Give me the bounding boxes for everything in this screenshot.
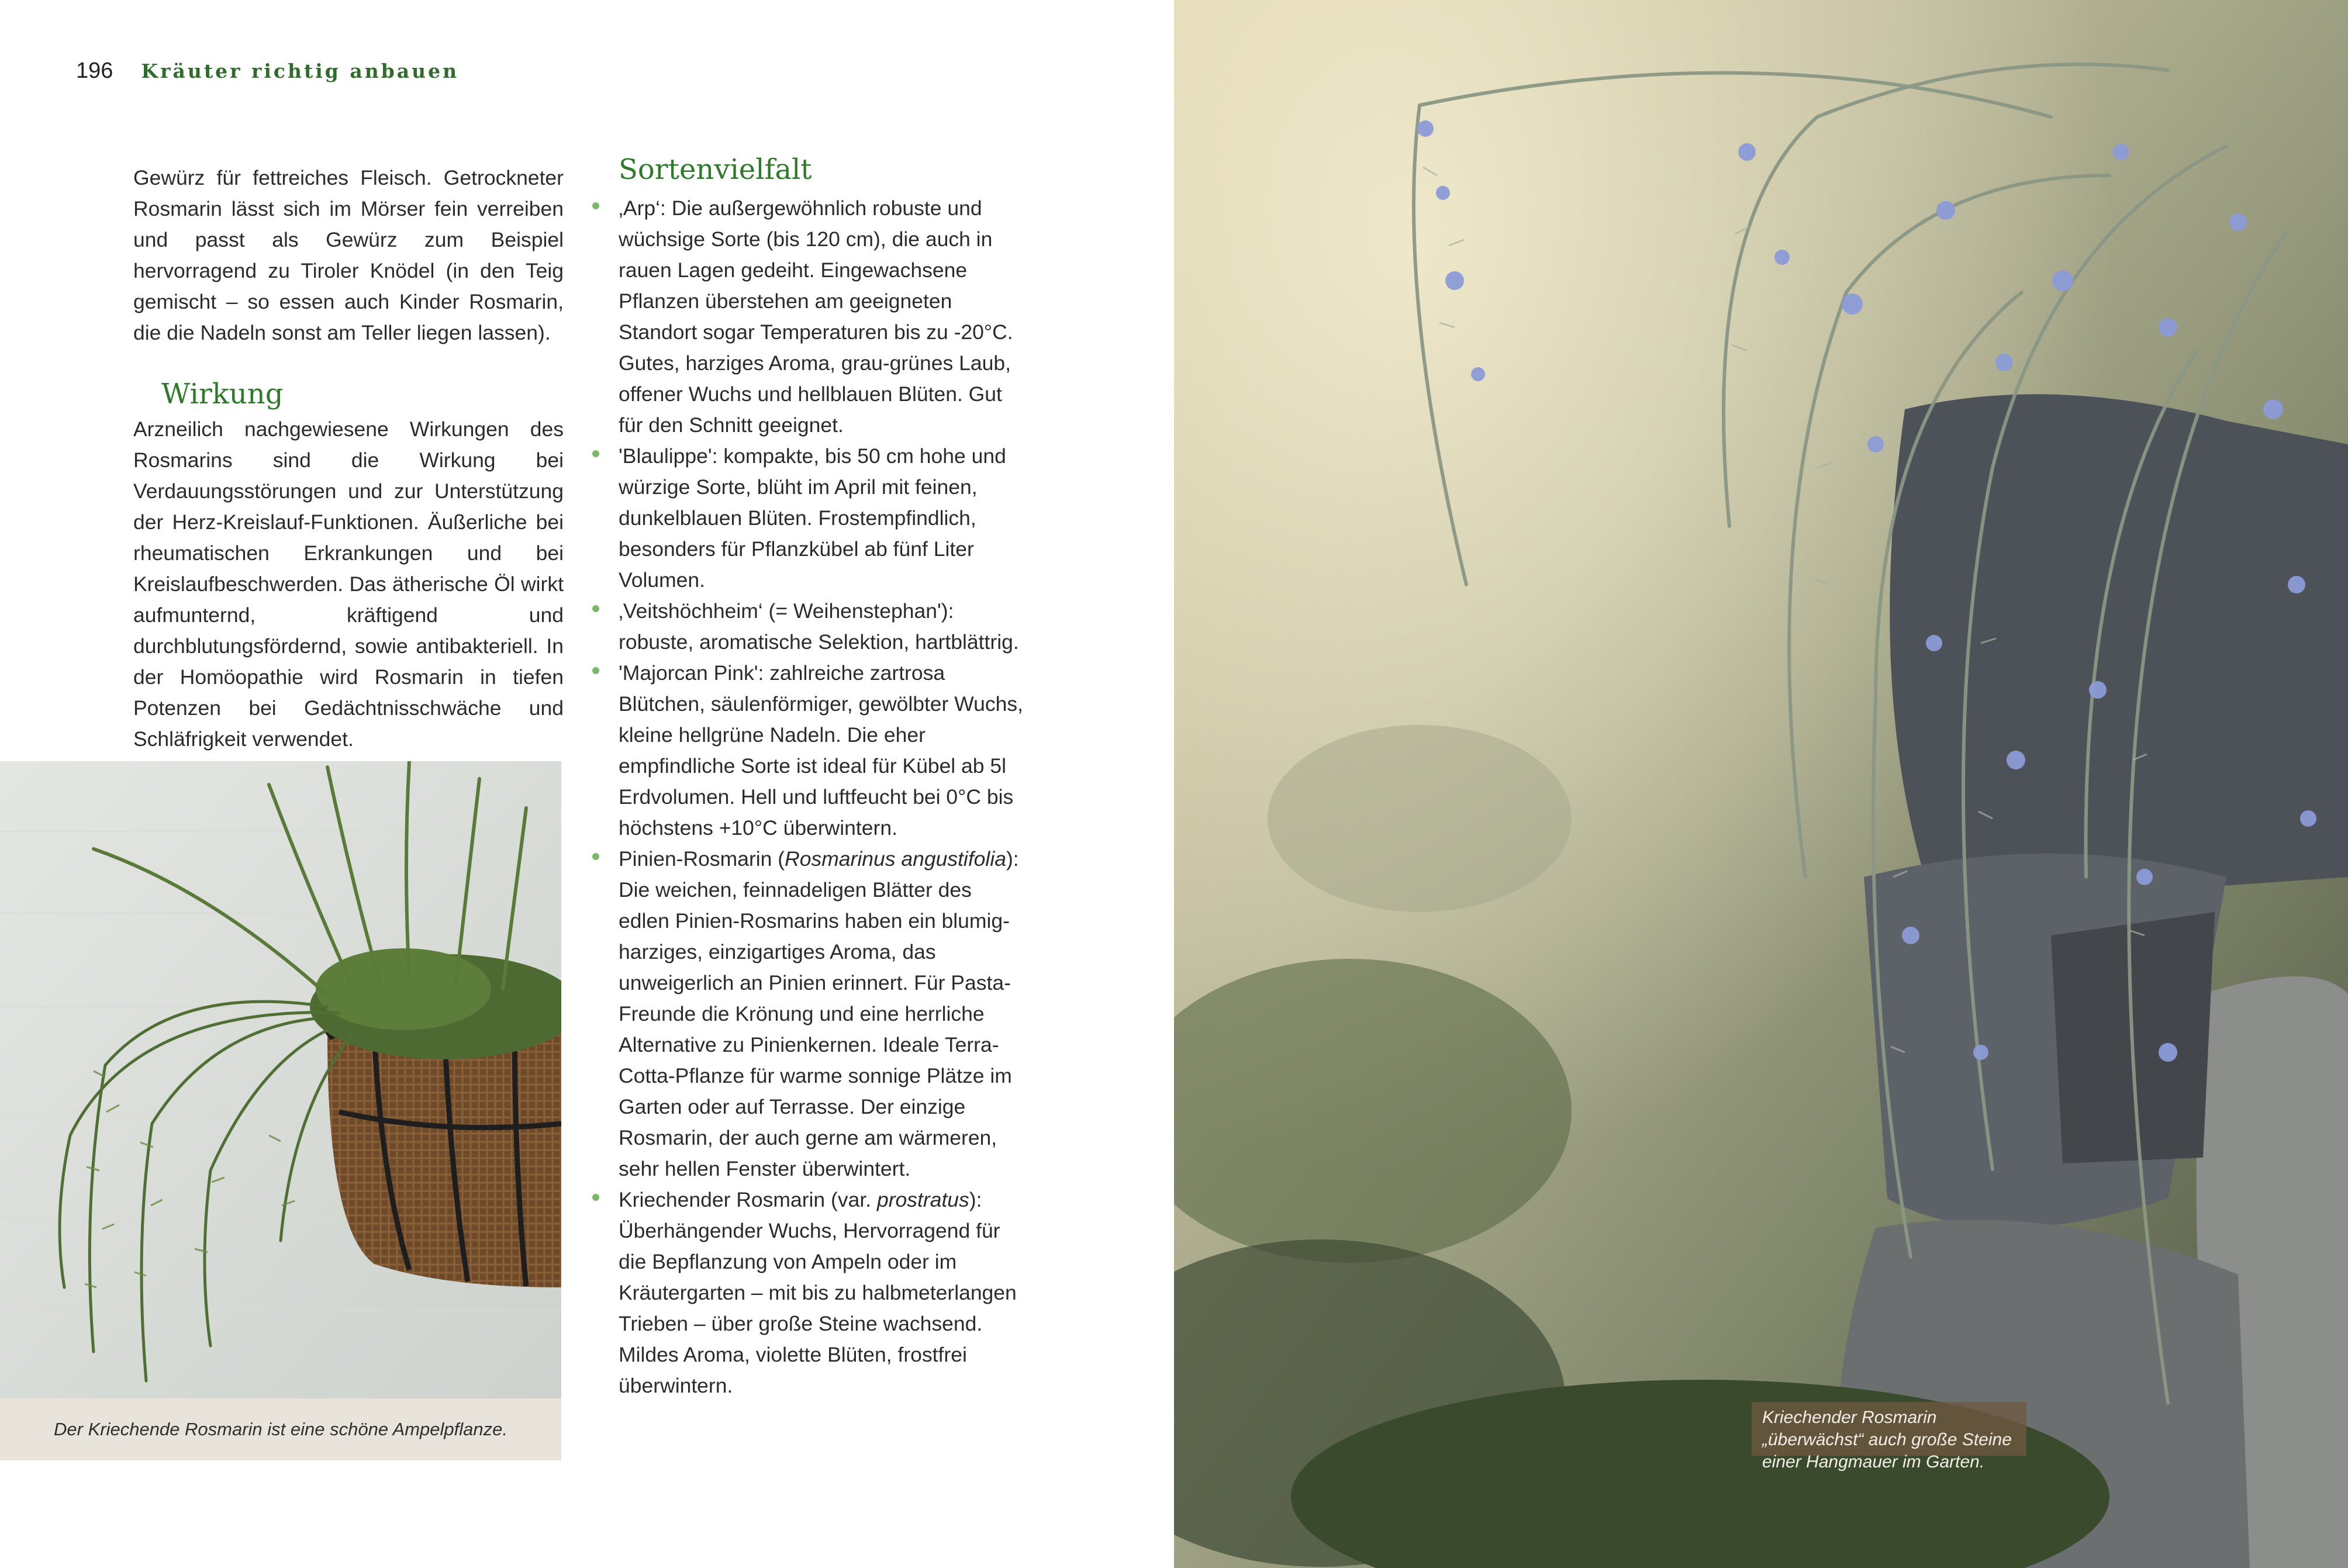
variety-text: 'Blaulippe': kompakte, bis 50 cm hohe und würzige Sorte, blüht im April mit feinen, dunkelblauen Blüten. Frostempfindlich, besonders für Pflanzkübel ab fünf Liter Volumen.	[619, 444, 1006, 592]
variety-latin-name: prostratus	[876, 1188, 969, 1211]
rosemary-wall-illustration	[1174, 0, 2348, 1568]
variety-text-before: Kriechender Rosmarin (var.	[619, 1188, 877, 1211]
variety-latin-name: Rosmarinus angustifolia	[785, 847, 1006, 871]
bullet-icon	[592, 667, 599, 674]
intro-paragraph: Gewürz für fettreiches Fleisch. Getrockneter Rosmarin lässt sich im Mörser fein verreiben und passt als Gewürz zum Beispiel hervorragend zu Tiroler Knödel (in den Teig gemischt – so essen auch Kinder Rosmarin, die die Nadeln sonst am Teller liegen lassen).	[133, 166, 564, 344]
variety-text-before: Pinien-Rosmarin (	[619, 847, 785, 871]
variety-item-majorcan-pink	[619, 658, 1028, 844]
variety-item-kriechender-rosmarin	[619, 1184, 1028, 1401]
variety-item-arp	[619, 193, 1028, 441]
variety-item-blaulippe	[619, 441, 1028, 596]
right-page-photo	[1174, 0, 2348, 1568]
caption-right-photo	[1752, 1402, 2026, 1472]
caption-right-text: Kriechender Rosmarin „überwächst“ auch große Steine einer Hangmauer im Garten.	[1762, 1408, 2012, 1472]
heading-sortenvielfalt: Sortenvielfalt	[619, 153, 812, 186]
bullet-icon	[592, 450, 599, 457]
caption-left-photo	[0, 1398, 561, 1460]
caption-left-text: Der Kriechende Rosmarin ist eine schöne Ampelpflanze.	[54, 1419, 507, 1439]
variety-text: 'Majorcan Pink': zahlreiche zartrosa Blütchen, säulenförmiger, gewölbter Wuchs, kleine hellgrüne Nadeln. Die eher empfindliche Sorte ist ideal für Kübel ab 5l Erdvolumen. Hell und luftfeucht bei 0°C bis höchstens +10°C überwintern.	[619, 661, 1023, 840]
bullet-icon	[592, 605, 599, 612]
heading-wirkung: Wirkung	[161, 378, 284, 410]
variety-item-pinien-rosmarin	[619, 844, 1028, 1184]
bullet-icon	[592, 202, 599, 209]
variety-text: ‚Veitshöchheim‘ (= Weihenstephan'): robuste, aromatische Selektion, hartblättrig.	[619, 599, 1019, 654]
variety-item-veitshoechheim	[619, 596, 1028, 658]
hanging-basket-illustration	[0, 761, 561, 1398]
running-head	[76, 58, 459, 84]
photo-hanging-basket	[0, 761, 561, 1398]
text-column-right	[619, 153, 1028, 1401]
bullet-icon	[592, 1194, 599, 1201]
variety-list	[619, 193, 1028, 1401]
bullet-icon	[592, 853, 599, 860]
wirkung-paragraph: Arzneilich nachgewiesene Wirkungen des Rosmarins sind die Wirkung bei Verdauungsstörungen und zur Unterstützung der Herz-Kreislauf-Funktionen. Äußerliche bei rheumatischen Erkrankungen und bei Kreislaufbeschwerden. Das ätherische Öl wirkt aufmunternd, kräftigend und durchblutungsfördernd, sowie antibakteriell. In der Homöopathie wird Rosmarin in tiefen Potenzen bei Gedächtnisschwäche und Schläfrigkeit verwendet.	[133, 417, 564, 751]
variety-text-after: ): Überhängender Wuchs, Hervorragend für die Bepflanzung von Ampeln oder im Kräutergarten – mit bis zu halbmeterlangen Trieben – über große Steine wachsend. Mildes Aroma, violette Blüten, frostfrei überwintern.	[619, 1188, 1017, 1397]
variety-text-after: ): Die weichen, feinnadeligen Blätter des edlen Pinien-Rosmarins haben ein blumig-harziges, einzigartiges Aroma, das unweigerlich an Pinien erinnert. Für Pasta-Freunde die Krönung und eine herrliche Alternative zu Pinienkernen. Ideale Terra-Cotta-Pflanze für warme sonnige Plätze im Garten oder auf Terrasse. Der einzige Rosmarin, der auch gerne am wärmeren, sehr hellen Fenster überwintert.	[619, 847, 1019, 1180]
page-number: 196	[76, 58, 113, 83]
text-column-left	[133, 163, 564, 755]
variety-text: ‚Arp‘: Die außergewöhnlich robuste und wüchsige Sorte (bis 120 cm), die auch in rauen Lagen gedeiht. Eingewachsene Pflanzen überstehen am geeigneten Standort sogar Temperaturen bis zu -20°C. Gutes, harziges Aroma, grau-grünes Laub, offener Wuchs und hellblauen Blüten. Gut für den Schnitt geeignet.	[619, 196, 1013, 437]
section-title: Kräuter richtig anbauen	[141, 60, 460, 82]
